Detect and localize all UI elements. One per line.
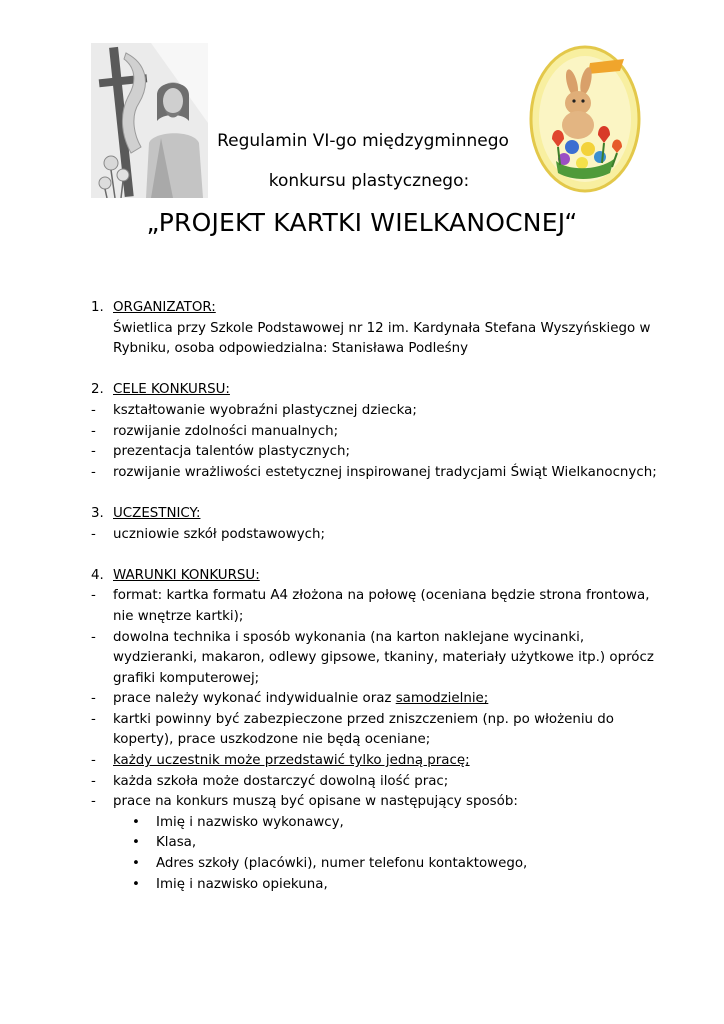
regulation-title-line-1: Regulamin VI-go międzygminnego — [217, 131, 509, 151]
regulation-title-line-2: konkursu plastycznego: — [268, 171, 470, 191]
list-item: - uczniowie szkół podstawowych; — [91, 525, 671, 546]
dash-marker: - — [91, 773, 96, 789]
dash-marker: - — [91, 711, 96, 727]
list-item: - rozwijanie wrażliwości estetycznej inspirowanej tradycjami Świąt Wielkanocnych; — [91, 463, 671, 484]
section-heading: CELE KONKURSU: — [113, 382, 230, 398]
section-organizer — [91, 298, 671, 360]
section-heading: ORGANIZATOR: — [113, 300, 216, 315]
dash-marker: - — [91, 526, 96, 542]
emphasis-text: samodzielnie; — [395, 691, 489, 707]
list-item: - kształtowanie wyobraźni plastycznej dziecka; — [91, 401, 671, 422]
list-item: - format: kartka formatu A4 złożona na połowę (oceniana będzie strona frontowa, nie wnętrze kartki); — [91, 586, 671, 627]
regulation-content — [91, 298, 671, 916]
dash-marker: - — [91, 753, 96, 769]
dash-marker: - — [91, 402, 96, 418]
dash-marker: - — [91, 794, 96, 810]
dash-marker: - — [91, 444, 96, 460]
list-item: - prace należy wykonać indywidualnie oraz samodzielnie; — [91, 689, 671, 710]
section-number: 4. — [91, 567, 104, 583]
bullet-marker: • — [132, 814, 140, 830]
sub-list-item: • Imię i nazwisko opiekuna, — [91, 875, 671, 896]
contest-title: „PROJEKT KARTKI WIELKANOCNEJ“ — [146, 208, 578, 237]
dash-marker: - — [91, 588, 96, 604]
section-participants — [91, 504, 671, 545]
dash-marker: - — [91, 629, 96, 645]
bullet-marker: • — [132, 856, 140, 872]
section-heading: WARUNKI KONKURSU: — [113, 567, 260, 583]
list-item: - rozwijanie zdolności manualnych; — [91, 422, 671, 443]
list-item: - dowolna technika i sposób wykonania (na karton naklejane wycinanki, wydzieranki, makaron, odlewy gipsowe, tkaniny, materiały użytkowe itp.) oprócz grafiki komputerowej; — [91, 628, 671, 690]
dash-marker: - — [91, 464, 96, 480]
list-item: - każda szkoła może dostarczyć dowolną ilość prac; — [91, 772, 671, 793]
sub-list-item: • Adres szkoły (placówki), numer telefonu kontaktowego, — [91, 854, 671, 875]
section-text: Świetlica przy Szkole Podstawowej nr 12 im. Kardynała Stefana Wyszyńskiego w Rybniku, osoba odpowiedzialna: Stanisława Podleśny — [113, 320, 651, 357]
bullet-marker: • — [132, 876, 140, 892]
list-item: - każdy uczestnik może przedstawić tylko jedną pracę; — [91, 751, 671, 772]
section-heading: UCZESTNICY: — [113, 505, 201, 521]
list-item: - prace na konkurs muszą być opisane w następujący sposób: — [91, 792, 671, 813]
sub-list-item: • Klasa, — [91, 833, 671, 854]
section-contest-goals — [91, 380, 671, 483]
sub-list-item: • Imię i nazwisko wykonawcy, — [91, 813, 671, 834]
bullet-marker: • — [132, 835, 140, 851]
list-item: - prezentacja talentów plastycznych; — [91, 442, 671, 463]
dash-marker: - — [91, 691, 96, 707]
section-contest-rules — [91, 566, 671, 896]
dash-marker: - — [91, 423, 96, 439]
section-number: 2. — [91, 382, 104, 398]
section-number: 3. — [91, 505, 104, 521]
list-item: - kartki powinny być zabezpieczone przed zniszczeniem (np. po włożeniu do koperty), prace uszkodzone nie będą oceniane; — [91, 710, 671, 751]
section-number: 1. — [91, 300, 104, 315]
